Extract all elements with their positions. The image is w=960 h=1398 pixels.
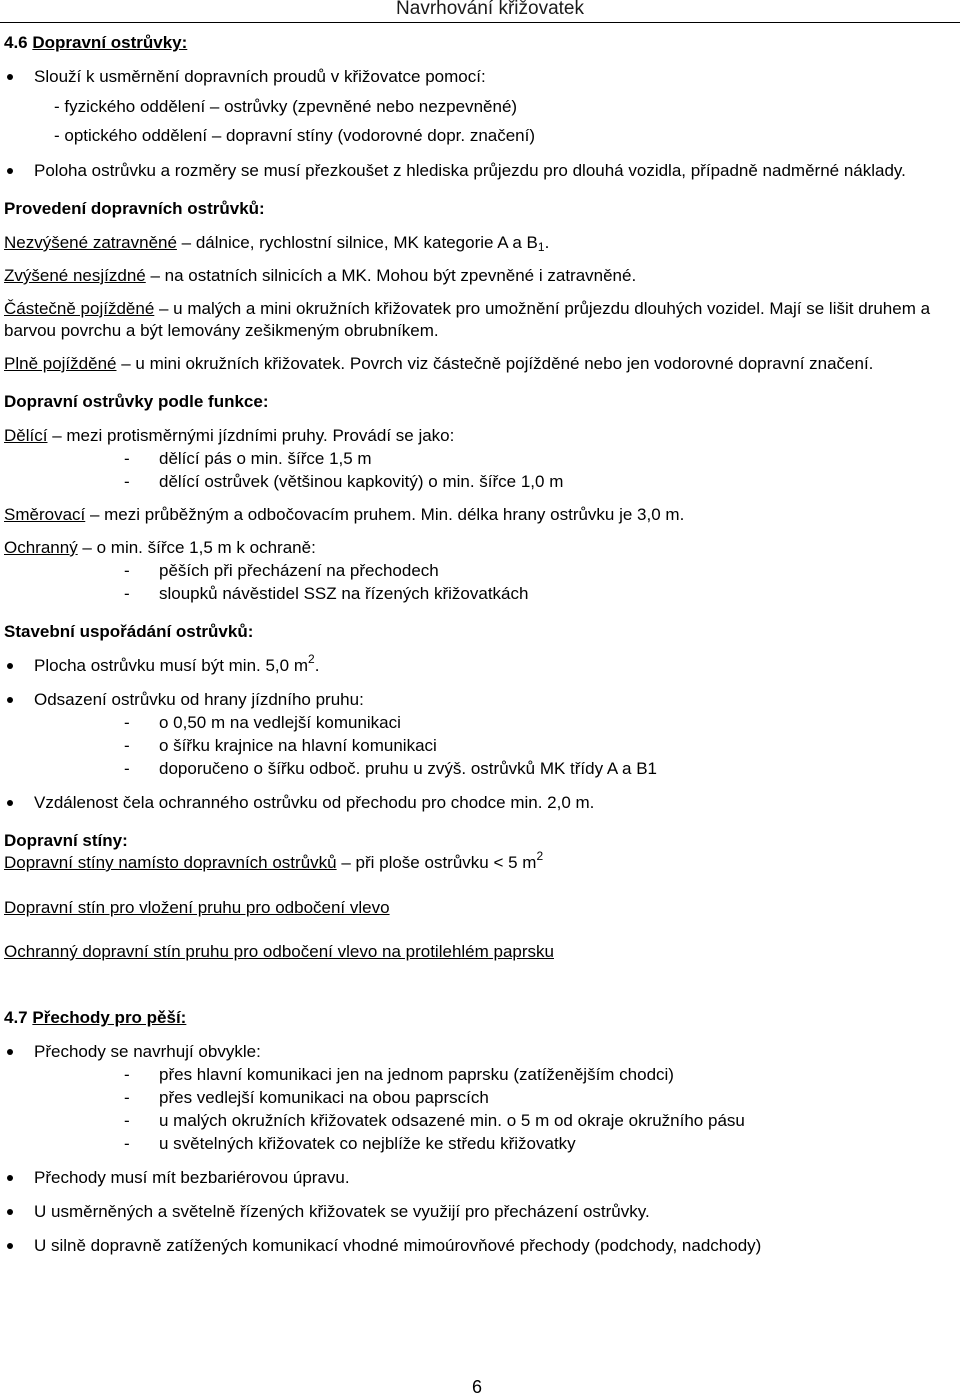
bullet-mimourovnove: U silně dopravně zatížených komunikací vhodné mimoúrovňové přechody (podchody, nadchody) (4, 1235, 954, 1257)
funkce-delici: Dělící – mezi protisměrnými jízdními pruhy. Provádí se jako: (4, 426, 455, 445)
bullet-prechody-navrhuji: Přechody se navrhují obvykle: (4, 1041, 954, 1063)
bullet-poloha-ostruvku: Poloha ostrůvku a rozměry se musí přezkoušet z hlediska průjezdu pro dlouhá vozidla, případně nadměrné náklady. (4, 160, 954, 182)
page-content (4, 32, 954, 1257)
prechody-vedlejsi: - přes vedlejší komunikaci na obou paprscích (4, 1087, 954, 1109)
funkce-ochranny-pesi: - pěších při přecházení na přechodech (4, 560, 954, 582)
stiny-vlozeni-pruhu: Dopravní stín pro vložení pruhu pro odbočení vlevo (4, 898, 390, 917)
funkce-ochranny: Ochranný – o min. šířce 1,5 m k ochraně: (4, 538, 316, 557)
funkce-delici-ostruvek: - dělící ostrůvek (většinou kapkovitý) o min. šířce 1,0 m (4, 471, 954, 493)
running-header-title: Navrhování křižovatek (396, 0, 584, 19)
prechody-okruzni: - u malých okružních křižovatek odsazené min. o 5 m od okraje okružního pásu (4, 1110, 954, 1132)
prechody-svetelne: - u světelných křižovatek co nejblíže ke středu křižovatky (4, 1133, 954, 1155)
prechody-hlavni: - přes hlavní komunikaci jen na jednom paprsku (zatíženějším chodci) (4, 1064, 954, 1086)
funkce-delici-pas: - dělící pás o min. šířce 1,5 m (4, 448, 954, 470)
header-rule (0, 22, 960, 23)
funkce-smerovaci: Směrovací – mezi průběžným a odbočovacím pruhem. Min. délka hrany ostrůvku je 3,0 m. (4, 505, 685, 524)
stiny-namisto: Dopravní stíny namísto dopravních ostrůvků – při ploše ostrůvku < 5 $m^2$ (4, 849, 544, 872)
bullet-usmerneni: Slouží k usměrnění dopravních proudů v křižovatce pomocí: (4, 66, 954, 88)
provedeni-zvysene: Zvýšené nesjízdné – na ostatních silnicích a MK. Mohou být zpevněné i zatravněné. (4, 266, 637, 285)
heading-stavebni: Stavební uspořádání ostrůvků: (4, 622, 254, 641)
odsazeni-doporuceno: - doporučeno o šířku odboč. pruhu u zvýš. ostrůvků MK třídy A a B1 (4, 758, 954, 780)
bullet-usmernene: U usměrněných a světelně řízených křižovatek se využijí pro přecházení ostrůvky. (4, 1201, 954, 1223)
heading-stiny: Dopravní stíny: (4, 831, 128, 850)
heading-provedeni: Provedení dopravních ostrůvků: (4, 199, 265, 218)
line-opticke-oddeleni: - optického oddělení – dopravní stíny (vodorovné dopr. značení) (54, 126, 536, 145)
provedeni-castecne: Částečně pojížděné – u malých a mini okružních křižovatek pro umožnění průjezdu dlouhých vozidel. Mají se lišit druhem a barvou povrchu a být lemovány zešikmeným obrubníkem. (4, 299, 931, 340)
funkce-ochranny-sloupky: - sloupků návěstidel SSZ na řízených křižovatkách (4, 583, 954, 605)
line-fyzicke-oddeleni: - fyzického oddělení – ostrůvky (zpevněné nebo nezpevněné) (54, 97, 518, 116)
odsazeni-vedlejsi: - o 0,50 m na vedlejší komunikaci (4, 712, 954, 734)
section-4-6-heading: 4.6 Dopravní ostrůvky: (4, 33, 188, 52)
heading-funkce: Dopravní ostrůvky podle funkce: (4, 392, 269, 411)
page-number: 6 (472, 1377, 483, 1397)
stiny-ochranny: Ochranný dopravní stín pruhu pro odbočení vlevo na protilehlém paprsku (4, 942, 554, 961)
bullet-bezbarierova: Přechody musí mít bezbariérovou úpravu. (4, 1167, 954, 1189)
provedeni-nezvysene: Nezvýšené zatravněné – dálnice, rychlostní silnice, MK kategorie A a $B_1$. (4, 233, 550, 254)
section-4-7-heading: 4.7 Přechody pro pěší: (4, 1008, 187, 1027)
odsazeni-hlavni: - o šířku krajnice na hlavní komunikaci (4, 735, 954, 757)
bullet-plocha: Plocha ostrůvku musí být min. 5,0 $m^2$. (4, 655, 954, 677)
provedeni-plne: Plně pojížděné – u mini okružních křižovatek. Povrch viz částečně pojížděné nebo jen vodorovné dopravní značení. (4, 354, 874, 373)
bullet-odsazeni: Odsazení ostrůvku od hrany jízdního pruhu: (4, 689, 954, 711)
bullet-vzdalenost: Vzdálenost čela ochranného ostrůvku od přechodu pro chodce min. 2,0 m. (4, 792, 954, 814)
